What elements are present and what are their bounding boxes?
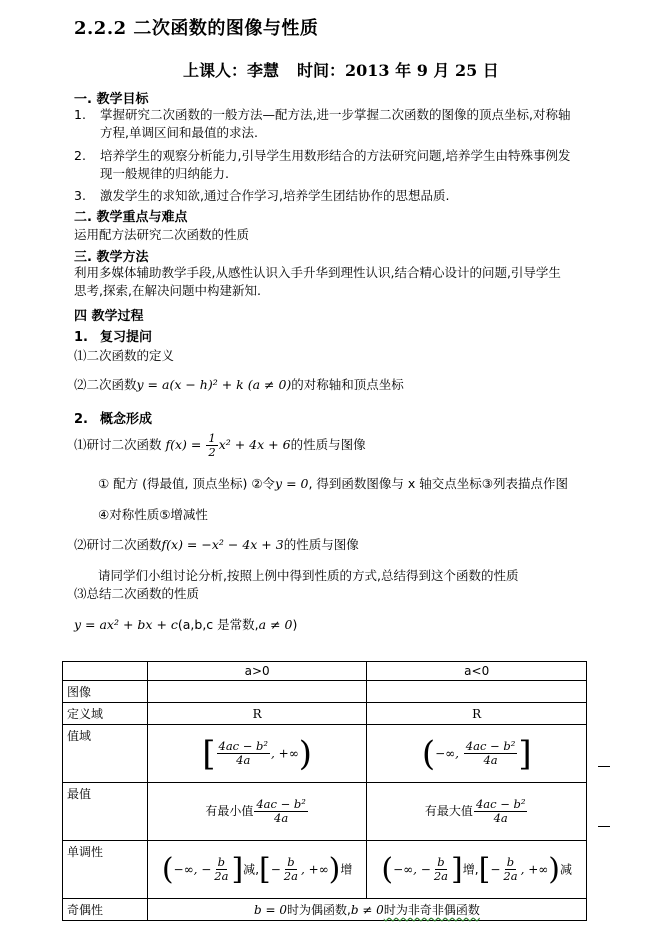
monotonicity-negative: (−∞, − $\frac{b}{2a}$ ]增,[− $\frac{b}{2a}$ , +∞)减 [367,841,587,899]
problem-2: ⑵研讨二次函数f(x) = −x² − 4x + 3的性质与图像 [74,537,359,552]
question-2: ⑵二次函数y = a(x − h)² + k (a ≠ 0)的对称轴和顶点坐标 [74,377,404,392]
sub1-heading: 1. 复习提问 [74,330,153,345]
table-row [63,681,587,703]
table-header-row [63,662,587,681]
header-blank [63,662,148,681]
monotonicity-positive: (−∞, − $\frac{b}{2a}$ ]减,[− $\frac{b}{2a}$ , +∞)增 [147,841,367,899]
problem-3: ⑶总结二次函数的性质 [74,586,200,601]
formula-vertex-form: y = a(x − h)² + k (a ≠ 0) [136,377,292,392]
goal-1: 1. 掌握研究二次函数的一般方法—配方法,进一步掌握二次函数的图像的顶点坐标,对称轴 方程,单调区间和最值的求法. [74,107,571,140]
row-label-image: 图像 [63,681,148,703]
steps-line-1: ① 配方 (得最值, 顶点坐标) ②令y = 0, 得到函数图像与 x 轴交点坐标③列表描点作图 [98,476,568,491]
table-row [63,899,587,921]
problem-1: ⑴研讨二次函数 f(x) = $\frac{1}{2}$ x² + 4x + 6的性质与图像 [74,431,366,459]
fraction-half: $\frac{1}{2}$ [208,431,216,459]
parity-value: b = 0时为偶函数,b ≠ 0时为非奇非偶函数 [147,899,586,921]
extreme-positive: 有最小值 $\frac{\text{4ac − b²}}{4a}$ [147,783,367,841]
sec4-heading: 四 教学过程 [74,309,144,324]
problem-2-instruction: 请同学们小组讨论分析,按照上例中得到性质的方式,总结得到这个函数的性质 [98,568,519,583]
row-label-extreme: 最值 [63,783,148,841]
sec2-heading: 二. 教学重点与难点 [74,210,188,225]
properties-table [62,661,587,921]
table-row [63,725,587,783]
row-label-parity: 奇偶性 [63,899,148,921]
sec3-heading: 三. 教学方法 [74,250,149,265]
header-a-negative: a<0 [367,662,587,681]
range-positive: [ $\frac{\text{4ac − b²}}{4a}$ , +∞) [147,725,367,783]
row-label-monotonicity: 单调性 [63,841,148,899]
sub2-heading: 2. 概念形成 [74,412,153,427]
lesson-time: 时间：2013 年 9 月 25 日 [297,61,499,80]
margin-dash [598,826,610,827]
extreme-negative: 有最大值 $\frac{\text{4ac − b²}}{4a}$ [367,783,587,841]
margin-dash [598,766,610,767]
sec2-text: 运用配方法研究二次函数的性质 [74,227,250,242]
range-negative: (−∞, $\frac{\text{4ac − b²}}{4a}$ ] [367,725,587,783]
goal-2: 2. 培养学生的观察分析能力,引导学生用数形结合的方法研究问题,培养学生由特殊事例发 现一般规律的归纳能力. [74,148,571,181]
goal-3: 3. 激发学生的求知欲,通过合作学习,培养学生团结协作的思想品质. [74,188,450,203]
sec1-heading: 一. 教学目标 [74,92,149,107]
table-row [63,783,587,841]
table-row [63,841,587,899]
steps-line-2: ④对称性质⑤增减性 [98,507,208,522]
page-title: 2.2.2 二次函数的图像与性质 [74,18,319,39]
teacher: 上课人：李慧 [183,61,280,80]
row-label-range: 值域 [63,725,148,783]
subtitle [183,58,499,81]
sec3-text: 利用多媒体辅助教学手段,从感性认识入手升华到理性认识,结合精心设计的问题,引导学生 思考,探索,在解决问题中构建新知. [74,265,561,298]
general-form: y = ax² + bx + c(a,b,c 是常数,a ≠ 0) [74,617,298,632]
row-label-domain: 定义域 [63,703,148,725]
table-row: 定义域 R R [63,703,587,725]
question-1: ⑴二次函数的定义 [74,348,175,363]
header-a-positive: a>0 [147,662,367,681]
